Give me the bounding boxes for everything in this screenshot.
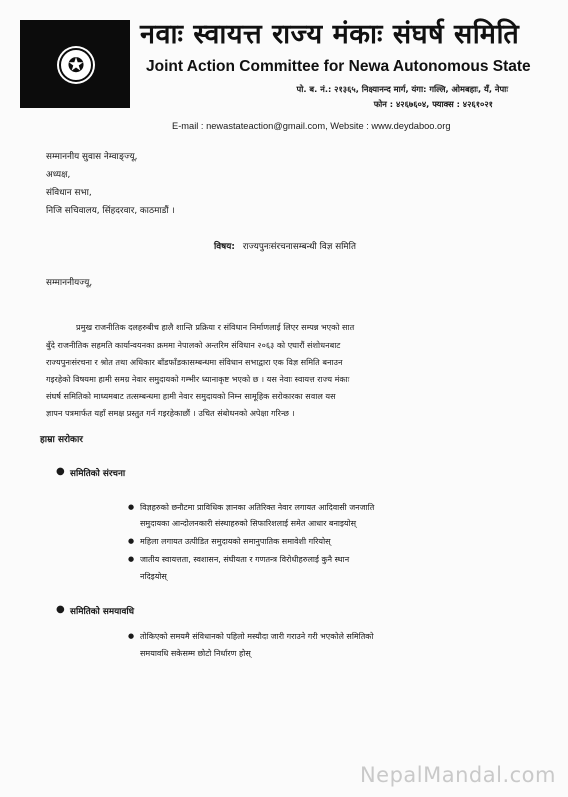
recipient-address: निजि सचिवालय, सिंहदरवार, काठमाडौं । bbox=[46, 206, 175, 216]
bullet-icon: ● bbox=[128, 632, 135, 640]
recipient-title: अध्यक्ष, bbox=[46, 170, 71, 180]
title-nepal-bhasa: नवाः स्वायत्त राज्य मंकाः संघर्ष समिति bbox=[140, 19, 520, 50]
bullet-icon: ● bbox=[56, 466, 65, 477]
list-item: समयावधि सकेसम्म छोटो निर्धारण होस् bbox=[140, 649, 251, 658]
paragraph-line: संघर्ष समितिको माध्यमबाट तत्सम्बन्धमा हामी नेवार समुदायको निम्न सामूहिक सरोकारका सवाल यस bbox=[46, 391, 336, 401]
paragraph-line: गइरहेको विषयमा हामी समग्र नेवार समुदायको गम्भीर ध्यानाकृष्ट भएको छ । यस नेवाः स्वायत्त राज्य मंकाः bbox=[46, 374, 350, 384]
bullet-icon: ● bbox=[128, 555, 135, 563]
list-item: तोकिएको समयमै संविधानको पहिलो मस्यौदा जारी गराउने गरी भएकोले समितिको bbox=[140, 632, 374, 641]
address: पो. ब. नं.: २१३६५, निक्ष्यानन्द मार्ग, यंगा: गल्लि, ओमबहाः, यँ, नेपाः bbox=[296, 84, 508, 94]
list-item: विज्ञहरुको छनौटमा प्राविधिक ज्ञानका अतिरिक्त नेवार लगायत आदिवासी जनजाति bbox=[140, 503, 375, 512]
logo bbox=[20, 20, 130, 108]
list-item: समुदायका आन्दोलनकारी संस्थाहरुको सिफारिशलाई समेत आधार बनाइयोस् bbox=[140, 519, 357, 528]
salutation: सम्माननीयज्यू, bbox=[46, 278, 93, 288]
star-icon: ✪ bbox=[67, 53, 85, 77]
section-title: समितिको समयावधि bbox=[70, 607, 135, 617]
paragraph-line: ज्ञापन पत्रमार्फत यहाँ समक्ष प्रस्तुत गर्न गइरहेकाछौं । उचित संबोधनको अपेक्षा गरिन्छ । bbox=[46, 408, 295, 418]
email-website: E-mail : newastateaction@gmail.com, Website : www.deydaboo.org bbox=[172, 121, 451, 131]
title-english: Joint Action Committee for Newa Autonomous State bbox=[146, 58, 531, 75]
bullet-icon: ● bbox=[56, 604, 65, 615]
list-item: नदिइयोस् bbox=[140, 572, 167, 581]
subject-text: राज्यपुनःसंरचनासम्बन्धी विज्ञ समिति bbox=[242, 242, 356, 252]
subject bbox=[214, 240, 356, 252]
watermark: NepalMandal.com bbox=[359, 763, 556, 787]
bullet-icon: ● bbox=[128, 537, 135, 545]
bullet-icon: ● bbox=[128, 503, 135, 511]
subject-label: विषय: bbox=[214, 242, 235, 252]
paragraph-line: प्रमुख राजनीतिक दलहरुबीच हालै शान्ति प्रक्रिया र संविधान निर्माणलाई लिएर सम्पन्न भएको सात bbox=[76, 322, 355, 332]
paragraph-line: राज्यपुनःसंरचना र श्रोत तथा अधिकार बाँडफाँडकासम्बन्धमा संविधान सभाद्वारा एक विज्ञ समिति बनाउन bbox=[46, 357, 343, 367]
list-item: महिला लगायत उत्पीडित समुदायको समानुपातिक समावेशी गरियोस् bbox=[140, 537, 331, 546]
recipient-body: संविधान सभा, bbox=[46, 188, 92, 198]
paragraph-line: बुँदे राजनीतिक सहमति कार्यान्वयनका क्रममा नेपालको अन्तरिम संविधान २०६३ को एघारौं संशोधनबाट bbox=[46, 340, 341, 350]
concerns-heading: हाम्रा सरोकार bbox=[40, 435, 83, 445]
phone-fax: फोन : ४२६७६०४, फ्याक्स : ४२६१०२१ bbox=[373, 99, 493, 109]
section-title: समितिको संरचना bbox=[70, 469, 126, 479]
list-item: जातीय स्वायत्तता, स्वशासन, संघीयता र गणतन्त्र विरोधीहरुलाई कुनै स्थान bbox=[140, 555, 350, 564]
seal-icon bbox=[59, 48, 93, 82]
recipient-name: सम्माननीय सुवास नेम्वाङ्ज्यू, bbox=[46, 152, 138, 162]
